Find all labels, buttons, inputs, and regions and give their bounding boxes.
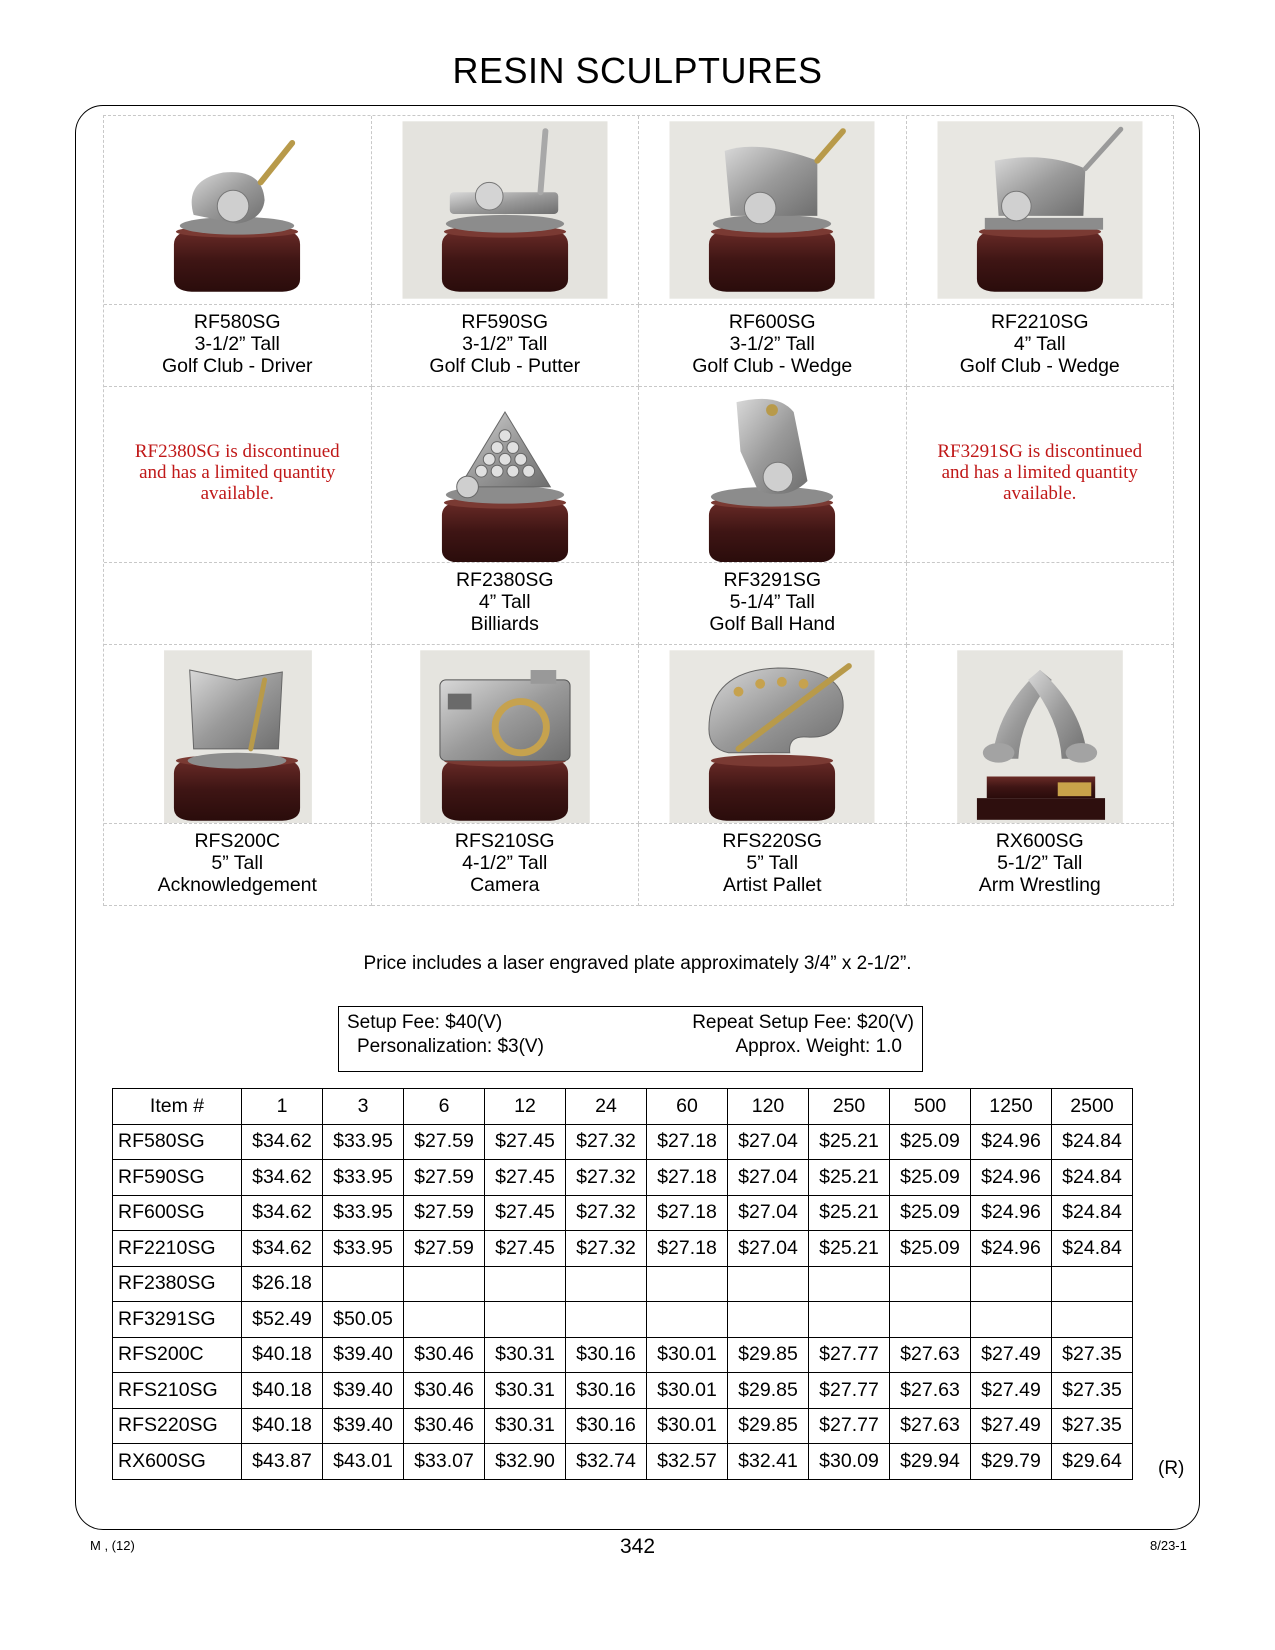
price-cell: $40.18 [242,1337,323,1373]
item-number-cell: RFS220SG [113,1408,242,1444]
price-cell [971,1302,1052,1338]
price-cell: $27.04 [728,1231,809,1267]
item-number-cell: RF3291SG [113,1302,242,1338]
product-name: Golf Club - Putter [429,355,581,377]
price-cell [728,1302,809,1338]
product-name: Golf Ball Hand [709,613,836,635]
product-code: RF2380SG [455,569,554,591]
price-cell: $27.45 [485,1231,566,1267]
empty-cell [104,563,372,645]
price-cell: $34.62 [242,1124,323,1160]
price-cell: $30.31 [485,1408,566,1444]
price-cell: $32.57 [647,1444,728,1480]
product-cell-rf2210sg [907,116,1175,305]
price-cell: $27.49 [971,1373,1052,1409]
product-grid [103,115,1174,906]
price-table-body [113,1124,1133,1479]
price-cell: $24.84 [1052,1160,1133,1196]
table-row [113,1266,1133,1302]
price-cell [890,1266,971,1302]
price-cell: $40.18 [242,1373,323,1409]
product-name: Artist Pallet [722,874,822,896]
price-cell: $33.07 [404,1444,485,1480]
product-cell-rfs210sg [372,645,640,824]
discontinued-note: RF2380SG is discontinued and has a limited quantity available. [134,441,340,504]
price-cell [647,1266,728,1302]
price-cell: $33.95 [323,1195,404,1231]
price-cell: $27.32 [566,1124,647,1160]
product-cell-rf580sg [104,116,372,305]
table-row [113,1124,1133,1160]
price-cell: $29.64 [1052,1444,1133,1480]
page-title: RESIN SCULPTURES [452,50,823,91]
revision-mark: (R) [1158,1458,1185,1479]
price-cell: $30.46 [404,1337,485,1373]
arm-wrestling-sculpture-icon [937,649,1142,824]
product-caption [372,563,640,645]
column-header-qty: 500 [890,1089,971,1125]
price-cell: $29.79 [971,1444,1052,1480]
price-cell: $27.32 [566,1160,647,1196]
product-code: RFS200C [194,830,281,852]
price-cell: $33.95 [323,1124,404,1160]
price-cell: $27.59 [404,1195,485,1231]
product-name: Acknowledgement [157,874,317,896]
price-cell [485,1266,566,1302]
page-number: 342 [619,1535,656,1558]
price-cell [890,1302,971,1338]
price-cell: $32.90 [485,1444,566,1480]
column-header-qty: 12 [485,1089,566,1125]
price-cell: $25.09 [890,1231,971,1267]
column-header-qty: 120 [728,1089,809,1125]
price-cell: $24.96 [971,1160,1052,1196]
price-cell: $30.16 [566,1408,647,1444]
price-cell: $27.59 [404,1231,485,1267]
price-cell: $30.01 [647,1408,728,1444]
product-cell-rx600sg [907,645,1175,824]
table-row [113,1195,1133,1231]
column-header-qty: 60 [647,1089,728,1125]
price-cell: $27.18 [647,1231,728,1267]
price-cell: $27.04 [728,1160,809,1196]
price-cell: $34.62 [242,1231,323,1267]
price-cell: $29.94 [890,1444,971,1480]
price-cell: $24.96 [971,1124,1052,1160]
image-row-2 [104,387,1174,563]
price-cell [809,1302,890,1338]
product-caption [104,305,372,387]
product-name: Arm Wrestling [978,874,1101,896]
price-cell: $26.18 [242,1266,323,1302]
repeat-setup-fee: Repeat Setup Fee: $20(V) [692,1012,914,1033]
table-row [113,1373,1133,1409]
price-cell: $30.01 [647,1373,728,1409]
price-cell: $27.18 [647,1195,728,1231]
product-height: 3-1/2” Tall [462,333,548,355]
price-cell: $25.21 [809,1160,890,1196]
product-code: RF3291SG [723,569,822,591]
product-cell-rfs220sg [639,645,907,824]
discontinued-note-cell [907,387,1175,563]
discontinued-note: RF3291SG is discontinued and has a limited quantity available. [937,441,1143,504]
column-header-qty: 1250 [971,1089,1052,1125]
price-cell: $27.45 [485,1195,566,1231]
caption-row-3 [104,824,1174,906]
plate-note: Price includes a laser engraved plate approximately 3/4” x 2-1/2”. [363,953,912,974]
price-cell: $27.35 [1052,1408,1133,1444]
product-name: Billiards [470,613,539,635]
product-cell-rf600sg [639,116,907,305]
price-cell: $43.87 [242,1444,323,1480]
product-height: 4” Tall [1013,333,1066,355]
product-caption [907,305,1175,387]
product-height: 3-1/2” Tall [194,333,280,355]
image-row-1 [104,116,1174,305]
product-caption [372,305,640,387]
price-cell: $24.84 [1052,1231,1133,1267]
price-cell: $27.63 [890,1373,971,1409]
product-height: 5” Tall [746,852,799,874]
price-cell [647,1302,728,1338]
table-row [113,1337,1133,1373]
price-table [112,1088,1133,1480]
price-cell [809,1266,890,1302]
price-cell: $33.95 [323,1231,404,1267]
column-header-qty: 3 [323,1089,404,1125]
artist-pallet-sculpture-icon [670,649,875,824]
price-cell: $30.31 [485,1337,566,1373]
product-caption [639,563,907,645]
price-cell [971,1266,1052,1302]
price-cell: $27.45 [485,1124,566,1160]
product-height: 5-1/2” Tall [997,852,1083,874]
price-cell: $27.77 [809,1408,890,1444]
item-number-cell: RF600SG [113,1195,242,1231]
price-cell: $27.63 [890,1337,971,1373]
product-name: Golf Club - Wedge [959,355,1120,377]
price-cell: $27.35 [1052,1373,1133,1409]
table-row [113,1444,1133,1480]
price-cell: $27.18 [647,1160,728,1196]
price-cell: $25.09 [890,1160,971,1196]
price-cell: $25.09 [890,1195,971,1231]
product-code: RF2210SG [990,311,1089,333]
price-cell [1052,1302,1133,1338]
price-cell: $33.95 [323,1160,404,1196]
product-name: Camera [470,874,540,896]
price-cell: $34.62 [242,1195,323,1231]
price-cell: $39.40 [323,1373,404,1409]
price-cell: $43.01 [323,1444,404,1480]
billiards-sculpture-icon [402,391,607,563]
price-cell [1052,1266,1133,1302]
price-cell: $29.85 [728,1408,809,1444]
product-caption [639,824,907,906]
price-cell: $30.09 [809,1444,890,1480]
product-name: Golf Club - Wedge [692,355,853,377]
footer-left: M , (12) [90,1538,135,1553]
item-number-cell: RFS210SG [113,1373,242,1409]
price-cell: $30.31 [485,1373,566,1409]
price-cell: $27.32 [566,1231,647,1267]
price-cell: $25.21 [809,1124,890,1160]
price-cell [485,1302,566,1338]
golf-wedge-sculpture-icon [937,120,1142,300]
price-cell: $27.49 [971,1408,1052,1444]
product-code: RF590SG [461,311,549,333]
price-table-header [113,1089,1133,1125]
image-row-3 [104,645,1174,824]
product-code: RF600SG [728,311,816,333]
price-cell: $24.84 [1052,1124,1133,1160]
acknowledgement-sculpture-icon [135,649,340,824]
price-cell: $30.46 [404,1408,485,1444]
product-code: RF580SG [193,311,281,333]
golf-wedge-sculpture-icon [670,120,875,300]
price-cell: $24.96 [971,1195,1052,1231]
product-cell-rf3291sg [639,387,907,563]
product-height: 5-1/4” Tall [729,591,815,613]
price-cell: $25.21 [809,1195,890,1231]
product-height: 4-1/2” Tall [462,852,548,874]
price-cell [404,1302,485,1338]
price-cell: $27.77 [809,1373,890,1409]
column-header-qty: 24 [566,1089,647,1125]
item-number-cell: RF580SG [113,1124,242,1160]
footer-right: 8/23-1 [1150,1538,1187,1553]
product-name: Golf Club - Driver [161,355,313,377]
price-cell: $24.96 [971,1231,1052,1267]
price-cell: $25.09 [890,1124,971,1160]
price-cell: $30.16 [566,1337,647,1373]
price-cell: $30.16 [566,1373,647,1409]
price-cell: $34.62 [242,1160,323,1196]
table-row [113,1302,1133,1338]
item-number-cell: RF2380SG [113,1266,242,1302]
empty-cell [907,563,1175,645]
price-cell [566,1302,647,1338]
product-caption [372,824,640,906]
price-cell: $27.45 [485,1160,566,1196]
product-cell-rf2380sg [372,387,640,563]
price-cell: $39.40 [323,1408,404,1444]
price-cell: $29.85 [728,1337,809,1373]
caption-row-2 [104,563,1174,645]
golf-ball-hand-sculpture-icon [670,391,875,563]
item-number-cell: RF590SG [113,1160,242,1196]
discontinued-note-cell [104,387,372,563]
price-cell: $27.77 [809,1337,890,1373]
price-cell: $30.01 [647,1337,728,1373]
product-caption [104,824,372,906]
price-cell: $50.05 [323,1302,404,1338]
price-cell [404,1266,485,1302]
camera-sculpture-icon [402,649,607,824]
price-cell [323,1266,404,1302]
price-cell: $25.21 [809,1231,890,1267]
product-code: RFS210SG [454,830,555,852]
price-cell: $27.49 [971,1337,1052,1373]
column-header-item: Item # [113,1089,242,1125]
product-height: 3-1/2” Tall [729,333,815,355]
price-cell: $39.40 [323,1337,404,1373]
product-height: 5” Tall [211,852,264,874]
price-cell: $40.18 [242,1408,323,1444]
fee-line [347,1035,914,1059]
price-cell: $29.85 [728,1373,809,1409]
golf-driver-sculpture-icon [135,120,340,300]
price-cell: $24.84 [1052,1195,1133,1231]
price-cell: $27.04 [728,1195,809,1231]
price-cell: $27.35 [1052,1337,1133,1373]
setup-fee: Setup Fee: $40(V) [347,1012,503,1033]
product-height: 4” Tall [478,591,531,613]
column-header-qty: 250 [809,1089,890,1125]
fee-line [347,1011,914,1035]
table-row [113,1160,1133,1196]
price-cell: $27.04 [728,1124,809,1160]
item-number-cell: RF2210SG [113,1231,242,1267]
item-number-cell: RX600SG [113,1444,242,1480]
product-cell-rf590sg [372,116,640,305]
approx-weight: Approx. Weight: 1.0 [735,1036,902,1057]
table-row [113,1231,1133,1267]
product-caption [907,824,1175,906]
price-cell: $32.41 [728,1444,809,1480]
product-code: RX600SG [995,830,1084,852]
price-cell: $27.18 [647,1124,728,1160]
price-cell: $27.32 [566,1195,647,1231]
price-cell: $30.46 [404,1373,485,1409]
price-cell: $32.74 [566,1444,647,1480]
product-code: RFS220SG [722,830,823,852]
column-header-qty: 2500 [1052,1089,1133,1125]
price-cell: $27.63 [890,1408,971,1444]
price-cell: $52.49 [242,1302,323,1338]
personalization-fee: Personalization: $3(V) [357,1036,544,1057]
golf-putter-sculpture-icon [402,120,607,300]
column-header-qty: 6 [404,1089,485,1125]
price-cell: $27.59 [404,1160,485,1196]
column-header-qty: 1 [242,1089,323,1125]
price-cell [728,1266,809,1302]
product-caption [639,305,907,387]
price-cell [566,1266,647,1302]
caption-row-1 [104,305,1174,387]
fee-box [338,1006,923,1072]
item-number-cell: RFS200C [113,1337,242,1373]
price-cell: $27.59 [404,1124,485,1160]
table-row [113,1408,1133,1444]
product-cell-rfs200c [104,645,372,824]
